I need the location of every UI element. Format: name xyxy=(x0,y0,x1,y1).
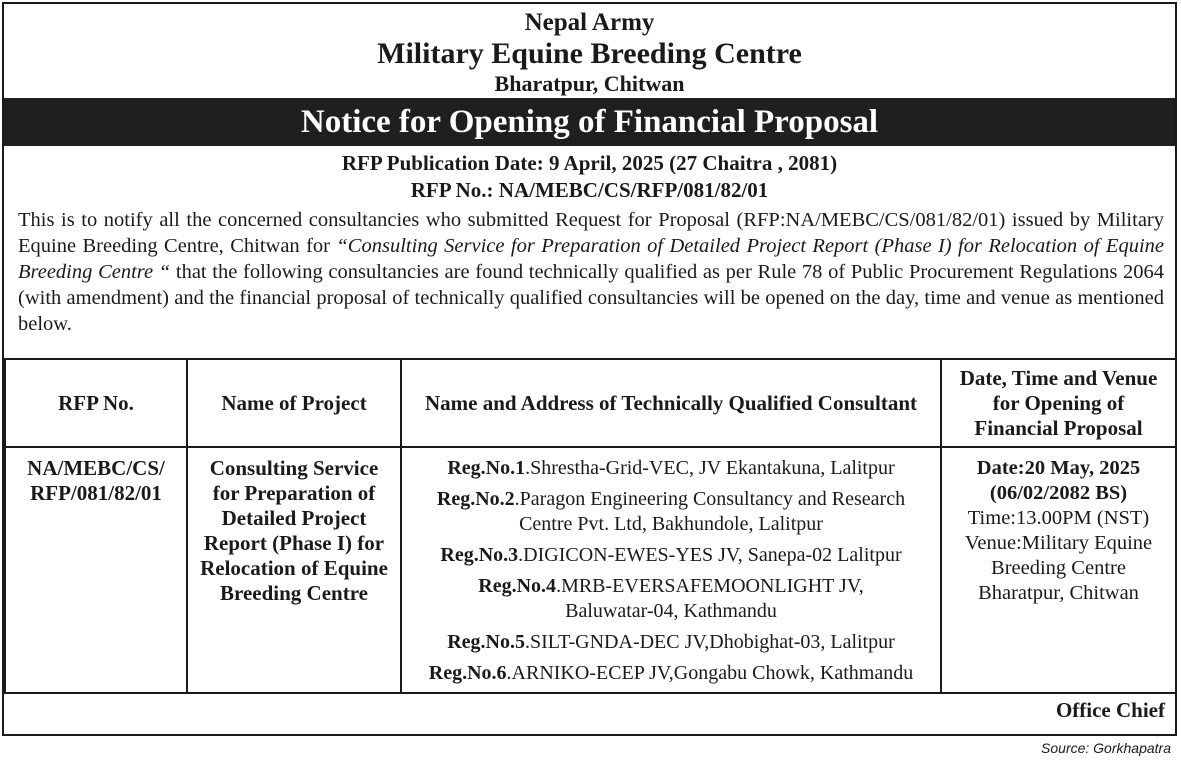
project-quote: “Consulting Service for Preparation of Detailed Project Report (Phase I) for Relocation of Equine Breeding Centre “ xyxy=(18,235,1164,283)
project-name: Consulting Service for Preparation of Detailed Project Report (Phase I) for Relocation of Equine Breeding Centre xyxy=(200,456,388,605)
notice-body xyxy=(18,207,1164,337)
table-row xyxy=(5,447,1176,693)
opening-date: Date:20 May, 2025 xyxy=(976,457,1141,479)
office-chief-signature: Office Chief xyxy=(1055,698,1165,722)
centre-name: Military Equine Breeding Centre xyxy=(377,37,802,70)
rfp-no-line2: RFP/081/82/01 xyxy=(30,481,162,505)
header-project: Name of Project xyxy=(187,359,401,447)
opening-time: Time:13.00PM (NST) xyxy=(967,507,1150,529)
consultant-item: Reg.No.3.DIGICON-EWES-YES JV, Sanepa-02 Lalitpur xyxy=(440,544,902,566)
header-rfp-no: RFP No. xyxy=(5,359,187,447)
table-header-row xyxy=(5,359,1176,447)
cell-consultants xyxy=(401,447,941,693)
consultants-table xyxy=(4,358,1177,694)
notice-body-part1: This is to notify all the concerned consultancies who submitted Request for Proposal (RFP:NA/MEBC/CS/081/82/01) issued by Military Equine Breeding Centre, Chitwan for xyxy=(18,209,1164,257)
rfp-number: RFP No.: NA/MEBC/CS/RFP/081/82/01 xyxy=(410,178,769,202)
consultant-item: Reg.No.1.Shrestha-Grid-VEC, JV Ekantakuna, Lalitpur xyxy=(447,457,895,479)
notice-title-banner: Notice for Opening of Financial Proposal xyxy=(4,98,1175,146)
consultant-item: Reg.No.2.Paragon Engineering Consultancy and Research Centre Pvt. Ltd, Bakhundole, Lalitpur xyxy=(436,488,906,535)
consultant-item: Reg.No.5.SILT-GNDA-DEC JV,Dhobighat-03, Lalitpur xyxy=(447,631,895,653)
consultant-item: Reg.No.6.ARNIKO-ECEP JV,Gongabu Chowk, Kathmandu xyxy=(428,662,914,684)
header-opening: Date, Time and Venue for Opening of Financial Proposal xyxy=(941,359,1176,447)
org-name: Nepal Army xyxy=(524,9,655,36)
notice-body-part2: that the following consultancies are found technically qualified as per Rule 78 of Public Procurement Regulations 2064 (with amendment) and the financial proposal of technically qualified consultancies will be opened on the day, time and venue as mentioned below. xyxy=(18,261,1164,335)
consultant-item: Reg.No.4.MRB-EVERSAFEMOONLIGHT JV, Baluwatar-04, Kathmandu xyxy=(478,575,864,622)
cell-project xyxy=(187,447,401,693)
centre-location: Bharatpur, Chitwan xyxy=(494,71,685,96)
header-consultant: Name and Address of Technically Qualified Consultant xyxy=(401,359,941,447)
opening-venue: Venue:Military Equine Breeding Centre Bharatpur, Chitwan xyxy=(964,532,1153,604)
cell-rfp-no xyxy=(5,447,187,693)
cell-opening xyxy=(941,447,1176,693)
rfp-no-line1: NA/MEBC/CS/ xyxy=(27,456,165,480)
notice-frame xyxy=(2,2,1177,736)
rfp-publication-date: RFP Publication Date: 9 April, 2025 (27 Chaitra , 2081) xyxy=(341,151,838,175)
opening-date-bs: (06/02/2082 BS) xyxy=(989,482,1128,504)
source-credit: Source: Gorkhapatra xyxy=(1041,740,1171,756)
